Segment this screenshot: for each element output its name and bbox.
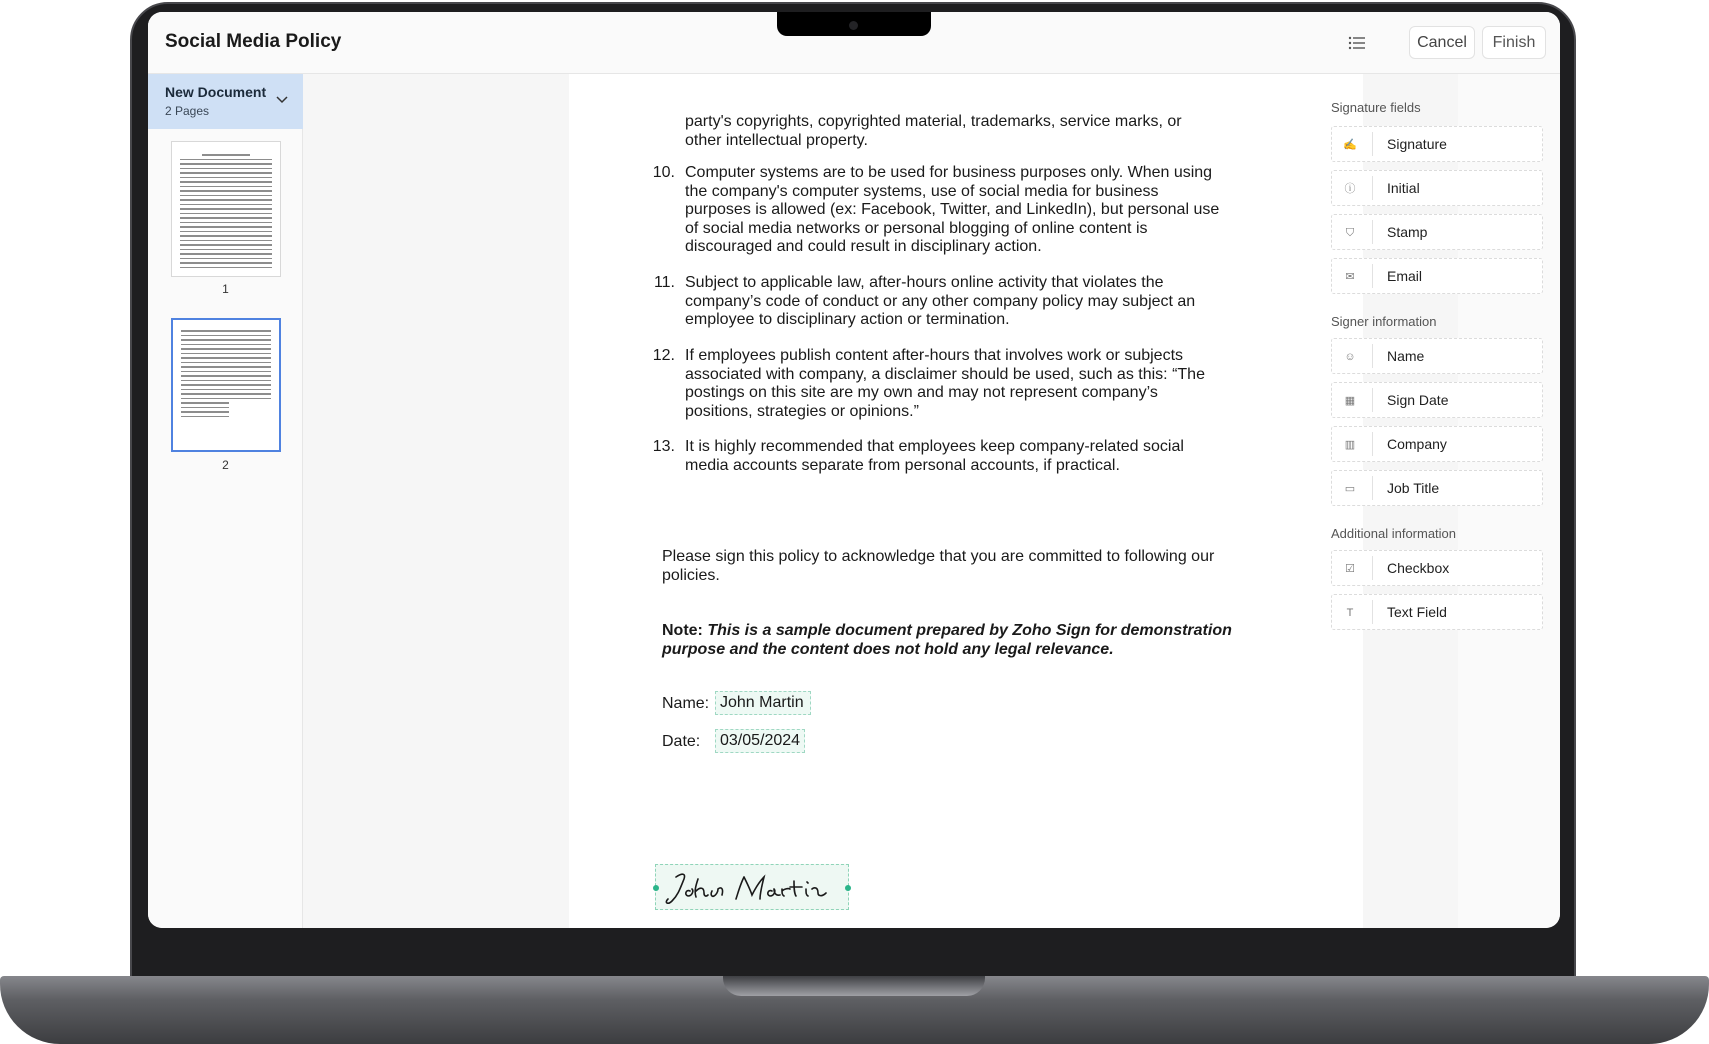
thumbnail-text-line — [181, 375, 271, 377]
list-item-text — [685, 347, 1245, 421]
thumbnail-text-line — [180, 240, 272, 242]
thumbnail-text-line — [181, 335, 271, 337]
field-button-signature[interactable] — [1331, 126, 1543, 162]
thumbnail-text-line — [180, 235, 272, 237]
field-button-divider — [1372, 432, 1373, 456]
thumbnail-text-line — [180, 195, 272, 197]
thumbnail-text-line — [180, 217, 272, 219]
thumbnail-text-line — [181, 384, 271, 386]
thumbnail-text-line — [181, 380, 271, 382]
thumbnail-text-line — [181, 393, 271, 395]
list-item-line: employee to disciplinary action or termination. — [685, 311, 1010, 329]
thumbnail-text-line — [181, 348, 271, 350]
list-item-line: discouraged and could result in disciplinary action. — [685, 238, 1042, 256]
list-item-line: Subject to applicable law, after-hours online activity that violates the — [685, 274, 1164, 291]
document-page-count: 2 Pages — [165, 104, 210, 118]
field-button-label: Email — [1387, 268, 1423, 284]
sign-instruction-line: Please sign this policy to acknowledge that you are committed to following our — [662, 548, 1215, 565]
list-item-text — [685, 113, 1245, 150]
list-item-line: postings on this site are my own and may not represent company’s — [685, 384, 1158, 402]
page-thumbnail-number: 1 — [222, 282, 229, 296]
list-item-line: party's copyrights, copyrighted material, trademarks, service marks, or — [685, 113, 1182, 130]
thumbnail-text-line — [180, 163, 272, 165]
chevron-down-icon — [275, 92, 289, 106]
signature-fields-heading: Signature fields — [1331, 100, 1421, 115]
field-button-divider — [1372, 556, 1373, 580]
thumbnail-text-line — [180, 213, 272, 215]
thumbnail-text-line — [181, 411, 229, 413]
email-icon: ✉ — [1345, 271, 1355, 283]
date-label: Date: — [662, 733, 701, 750]
field-button-label: Signature — [1387, 136, 1447, 152]
thumbnail-text-line — [181, 402, 229, 404]
list-item-line: purposes is allowed (ex: Facebook, Twitter, and LinkedIn), but personal use — [685, 201, 1220, 219]
field-button-divider — [1372, 220, 1373, 244]
list-item-text — [685, 164, 1245, 257]
camera-icon — [849, 21, 858, 30]
camera-notch — [777, 12, 931, 36]
thumbnail-text-line — [180, 253, 272, 255]
company-icon: ▥ — [1344, 439, 1356, 451]
signature-icon: ✍ — [1343, 139, 1357, 151]
date-field[interactable]: 03/05/2024 — [715, 729, 805, 753]
field-button-label: Company — [1387, 436, 1447, 452]
thumbnail-text-line — [180, 267, 272, 269]
page-thumbnail-2[interactable] — [171, 318, 281, 452]
list-item-line: company’s code of conduct or any other company policy may subject an — [685, 292, 1196, 310]
list-item-line: If employees publish content after-hours that involves work or subjects — [685, 347, 1184, 364]
thumbnail-text-line — [180, 258, 272, 260]
thumbnail-text-line — [180, 262, 272, 264]
thumbnail-text-line — [181, 357, 271, 359]
field-button-checkbox[interactable] — [1331, 550, 1543, 586]
thumbnail-text-line — [180, 222, 272, 224]
field-button-divider — [1372, 132, 1373, 156]
field-button-divider — [1372, 600, 1373, 624]
list-item-text — [685, 274, 1245, 330]
name-field[interactable]: John Martin — [715, 691, 811, 715]
list-item-number: 10. — [652, 164, 675, 181]
field-button-text-field[interactable] — [1331, 594, 1543, 630]
field-button-label: Job Title — [1387, 480, 1440, 496]
thumbnail-text-line — [202, 154, 250, 156]
field-button-sign-date[interactable] — [1331, 382, 1543, 418]
page-title: Social Media Policy — [165, 31, 342, 52]
field-button-divider — [1372, 264, 1373, 288]
list-item-line: the company's computer systems, use of social media for business — [685, 182, 1159, 200]
field-button-label: Stamp — [1387, 224, 1428, 240]
thumbnail-text-line — [181, 366, 271, 368]
field-button-email[interactable] — [1331, 258, 1543, 294]
thumbnail-text-line — [181, 398, 271, 400]
signature-field[interactable] — [655, 864, 849, 910]
thumbnail-text-line — [180, 226, 272, 228]
checkbox-icon: ☑ — [1345, 563, 1355, 575]
resize-handle-right[interactable] — [845, 885, 851, 891]
field-button-divider — [1372, 344, 1373, 368]
list-item-line: associated with company, a disclaimer should be used, such as this: “The — [685, 365, 1205, 383]
list-view-icon[interactable] — [1346, 32, 1368, 54]
page-thumbnail-number: 2 — [222, 458, 229, 472]
thumbnail-text-line — [180, 168, 272, 170]
document-selector[interactable] — [148, 74, 303, 129]
stamp-icon: ⛉ — [1345, 227, 1355, 239]
thumbnail-text-line — [180, 204, 272, 206]
list-item-number: 13. — [652, 438, 675, 455]
finish-button[interactable]: Finish — [1482, 26, 1546, 59]
document-name: New Document — [165, 84, 267, 100]
thumbnail-text-line — [180, 190, 272, 192]
thumbnail-text-line — [181, 362, 271, 364]
thumbnail-text-line — [180, 231, 272, 233]
thumbnail-text-line — [181, 371, 271, 373]
name-icon: ☺ — [1344, 351, 1356, 363]
note-label: Note: — [662, 622, 703, 639]
field-button-label: Initial — [1387, 180, 1420, 196]
field-button-job-title[interactable] — [1331, 470, 1543, 506]
signature-drawing — [656, 865, 850, 911]
field-button-label: Sign Date — [1387, 392, 1449, 408]
thumbnail-text-line — [181, 330, 271, 332]
list-item-line: Computer systems are to be used for business purposes only. When using — [685, 164, 1213, 181]
cancel-button[interactable]: Cancel — [1409, 26, 1475, 59]
list-item-text — [685, 438, 1245, 475]
field-button-initial[interactable] — [1331, 170, 1543, 206]
thumbnail-text-line — [180, 177, 272, 179]
field-button-company[interactable] — [1331, 426, 1543, 462]
initial-icon: ⓘ — [1344, 183, 1356, 195]
list-item-line: positions, strategies or opinions.” — [685, 402, 919, 420]
thumbnail-text-line — [180, 199, 272, 201]
briefcase-icon: ▭ — [1344, 483, 1356, 495]
list-item-line: media accounts separate from personal accounts, if practical. — [685, 456, 1120, 474]
additional-information-heading: Additional information — [1331, 526, 1457, 541]
field-button-label: Checkbox — [1387, 560, 1450, 576]
note-line: purpose and the content does not hold any legal relevance. — [662, 640, 1114, 658]
document-gutter-left — [303, 74, 569, 928]
page-thumbnail-1[interactable] — [171, 141, 281, 277]
list-item-line: other intellectual property. — [685, 131, 868, 149]
field-button-label: Text Field — [1387, 604, 1447, 620]
list-item-number: 11. — [653, 274, 675, 291]
field-button-label: Name — [1387, 348, 1425, 364]
list-item-line: of social media networks or personal blogging of online content is — [685, 219, 1148, 237]
field-button-stamp[interactable] — [1331, 214, 1543, 250]
thumbnail-text-line — [180, 249, 272, 251]
field-button-divider — [1372, 388, 1373, 412]
thumbnail-text-line — [181, 407, 229, 409]
field-button-divider — [1372, 476, 1373, 500]
thumbnail-text-line — [181, 416, 229, 418]
document-page — [569, 74, 1363, 928]
thumbnail-text-line — [181, 344, 271, 346]
thumbnail-text-line — [181, 353, 271, 355]
note-line: This is a sample document prepared by Zoho Sign for demonstration — [707, 622, 1232, 639]
name-label: Name: — [662, 695, 710, 712]
signer-information-heading: Signer information — [1331, 314, 1437, 329]
disclaimer-note — [662, 622, 1262, 659]
list-item-line: It is highly recommended that employees keep company-related social — [685, 438, 1184, 455]
sign-instruction-line: policies. — [662, 566, 720, 584]
thumbnail-text-line — [180, 181, 272, 183]
thumbnail-text-line — [180, 186, 272, 188]
calendar-icon: ▦ — [1344, 395, 1356, 407]
thumbnail-text-line — [181, 339, 271, 341]
thumbnail-text-line — [181, 389, 271, 391]
thumbnail-text-line — [180, 208, 272, 210]
text-field-icon: T — [1346, 607, 1354, 619]
thumbnail-text-line — [180, 172, 272, 174]
sign-instruction — [662, 548, 1262, 585]
page-thumbnails-panel — [148, 74, 303, 928]
list-item-number: 12. — [652, 347, 675, 364]
field-button-divider — [1372, 176, 1373, 200]
thumbnail-text-line — [180, 244, 272, 246]
laptop-trackpad-notch — [723, 976, 985, 996]
thumbnail-text-line — [180, 159, 272, 161]
resize-handle-left[interactable] — [653, 885, 659, 891]
field-button-name[interactable] — [1331, 338, 1543, 374]
